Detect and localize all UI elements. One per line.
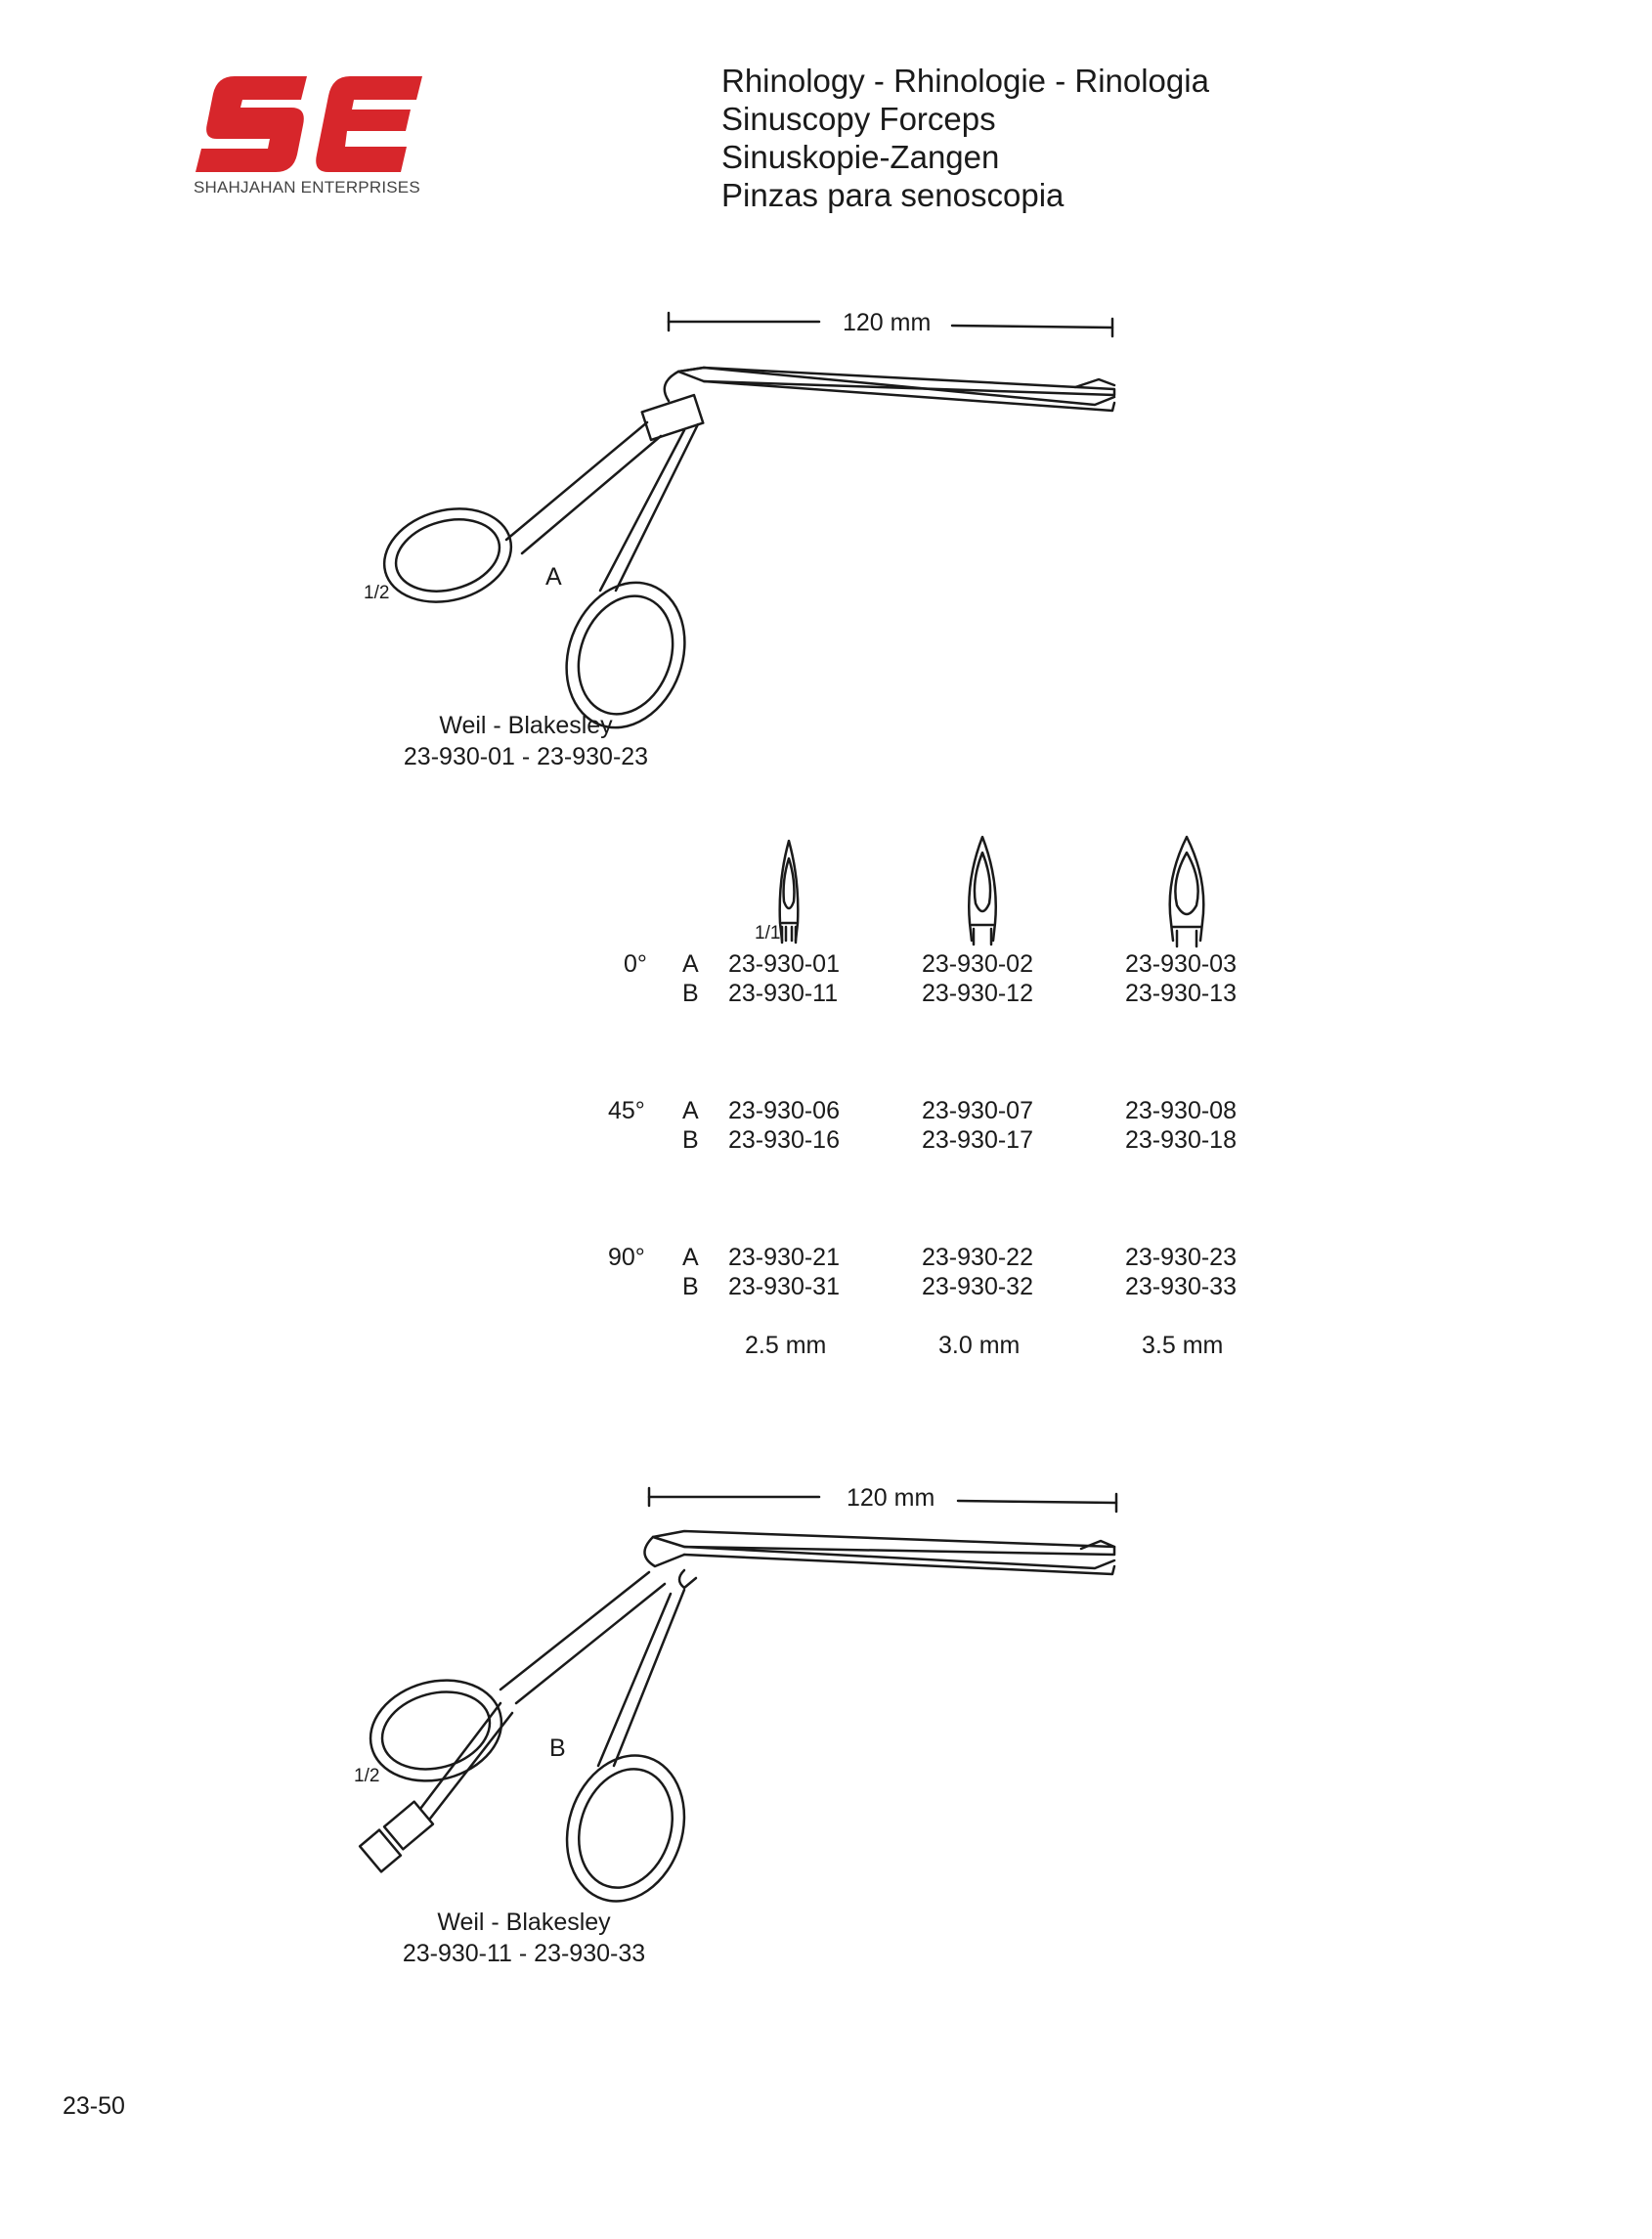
scale-label-b: 1/2 (354, 1766, 380, 1786)
product-code: 23-930-21 (728, 1244, 840, 1271)
jaw-size: 2.5 mm (745, 1332, 827, 1359)
product-code: 23-930-22 (922, 1244, 1033, 1271)
tip-drawing-3-0mm (969, 837, 996, 944)
scale-label-a: 1/2 (364, 583, 390, 603)
product-code: 23-930-23 (1125, 1244, 1237, 1271)
instrument-name-a: Weil - Blakesley (439, 712, 613, 739)
code-range-b: 23-930-11 - 23-930-33 (402, 1940, 646, 1967)
forceps-a-drawing (373, 368, 1114, 744)
product-code: 23-930-02 (922, 950, 1033, 978)
title-english: Sinuscopy Forceps (721, 101, 996, 137)
variant-letter: A (682, 950, 699, 978)
product-code: 23-930-31 (728, 1273, 840, 1300)
tip-drawing-3-5mm (1170, 837, 1204, 946)
product-code: 23-930-13 (1125, 980, 1237, 1007)
variant-letter: B (682, 980, 699, 1007)
product-code: 23-930-01 (728, 950, 840, 978)
angle-label: 90° (608, 1244, 645, 1271)
title-spanish: Pinzas para senoscopia (721, 177, 1065, 213)
product-code: 23-930-17 (922, 1126, 1033, 1154)
product-code: 23-930-11 (728, 980, 839, 1007)
product-code: 23-930-03 (1125, 950, 1237, 978)
company-name: SHAHJAHAN ENTERPRISES (194, 178, 420, 197)
dimension-label-a: 120 mm (843, 309, 932, 336)
dimension-label-b: 120 mm (847, 1484, 935, 1512)
tip-drawing-2-5mm (780, 841, 799, 943)
product-code: 23-930-18 (1125, 1126, 1237, 1154)
jaw-size: 3.5 mm (1142, 1332, 1224, 1359)
variant-letter: A (682, 1244, 699, 1271)
title-languages: Rhinology - Rhinologie - Rinologia (721, 63, 1209, 99)
variant-letter: B (682, 1273, 699, 1300)
title-german: Sinuskopie-Zangen (721, 139, 1000, 175)
product-code: 23-930-07 (922, 1097, 1033, 1124)
variant-letter: B (682, 1126, 699, 1154)
product-code: 23-930-33 (1125, 1273, 1237, 1300)
variant-letter-b: B (549, 1734, 566, 1762)
code-range-a: 23-930-01 - 23-930-23 (403, 743, 649, 770)
angle-label: 45° (608, 1097, 645, 1124)
product-code: 23-930-32 (922, 1273, 1033, 1300)
forceps-b-drawing (359, 1531, 1114, 1916)
product-code: 23-930-16 (728, 1126, 840, 1154)
instrument-name-b: Weil - Blakesley (437, 1909, 611, 1936)
variant-letter-a: A (545, 563, 562, 591)
product-code: 23-930-06 (728, 1097, 840, 1124)
jaw-size: 3.0 mm (938, 1332, 1021, 1359)
page-number: 23-50 (63, 2092, 125, 2120)
tip-scale-label: 1/1 (755, 923, 781, 944)
product-code: 23-930-12 (922, 980, 1033, 1007)
variant-letter: A (682, 1097, 699, 1124)
angle-label: 0° (624, 950, 647, 978)
product-code: 23-930-08 (1125, 1097, 1237, 1124)
